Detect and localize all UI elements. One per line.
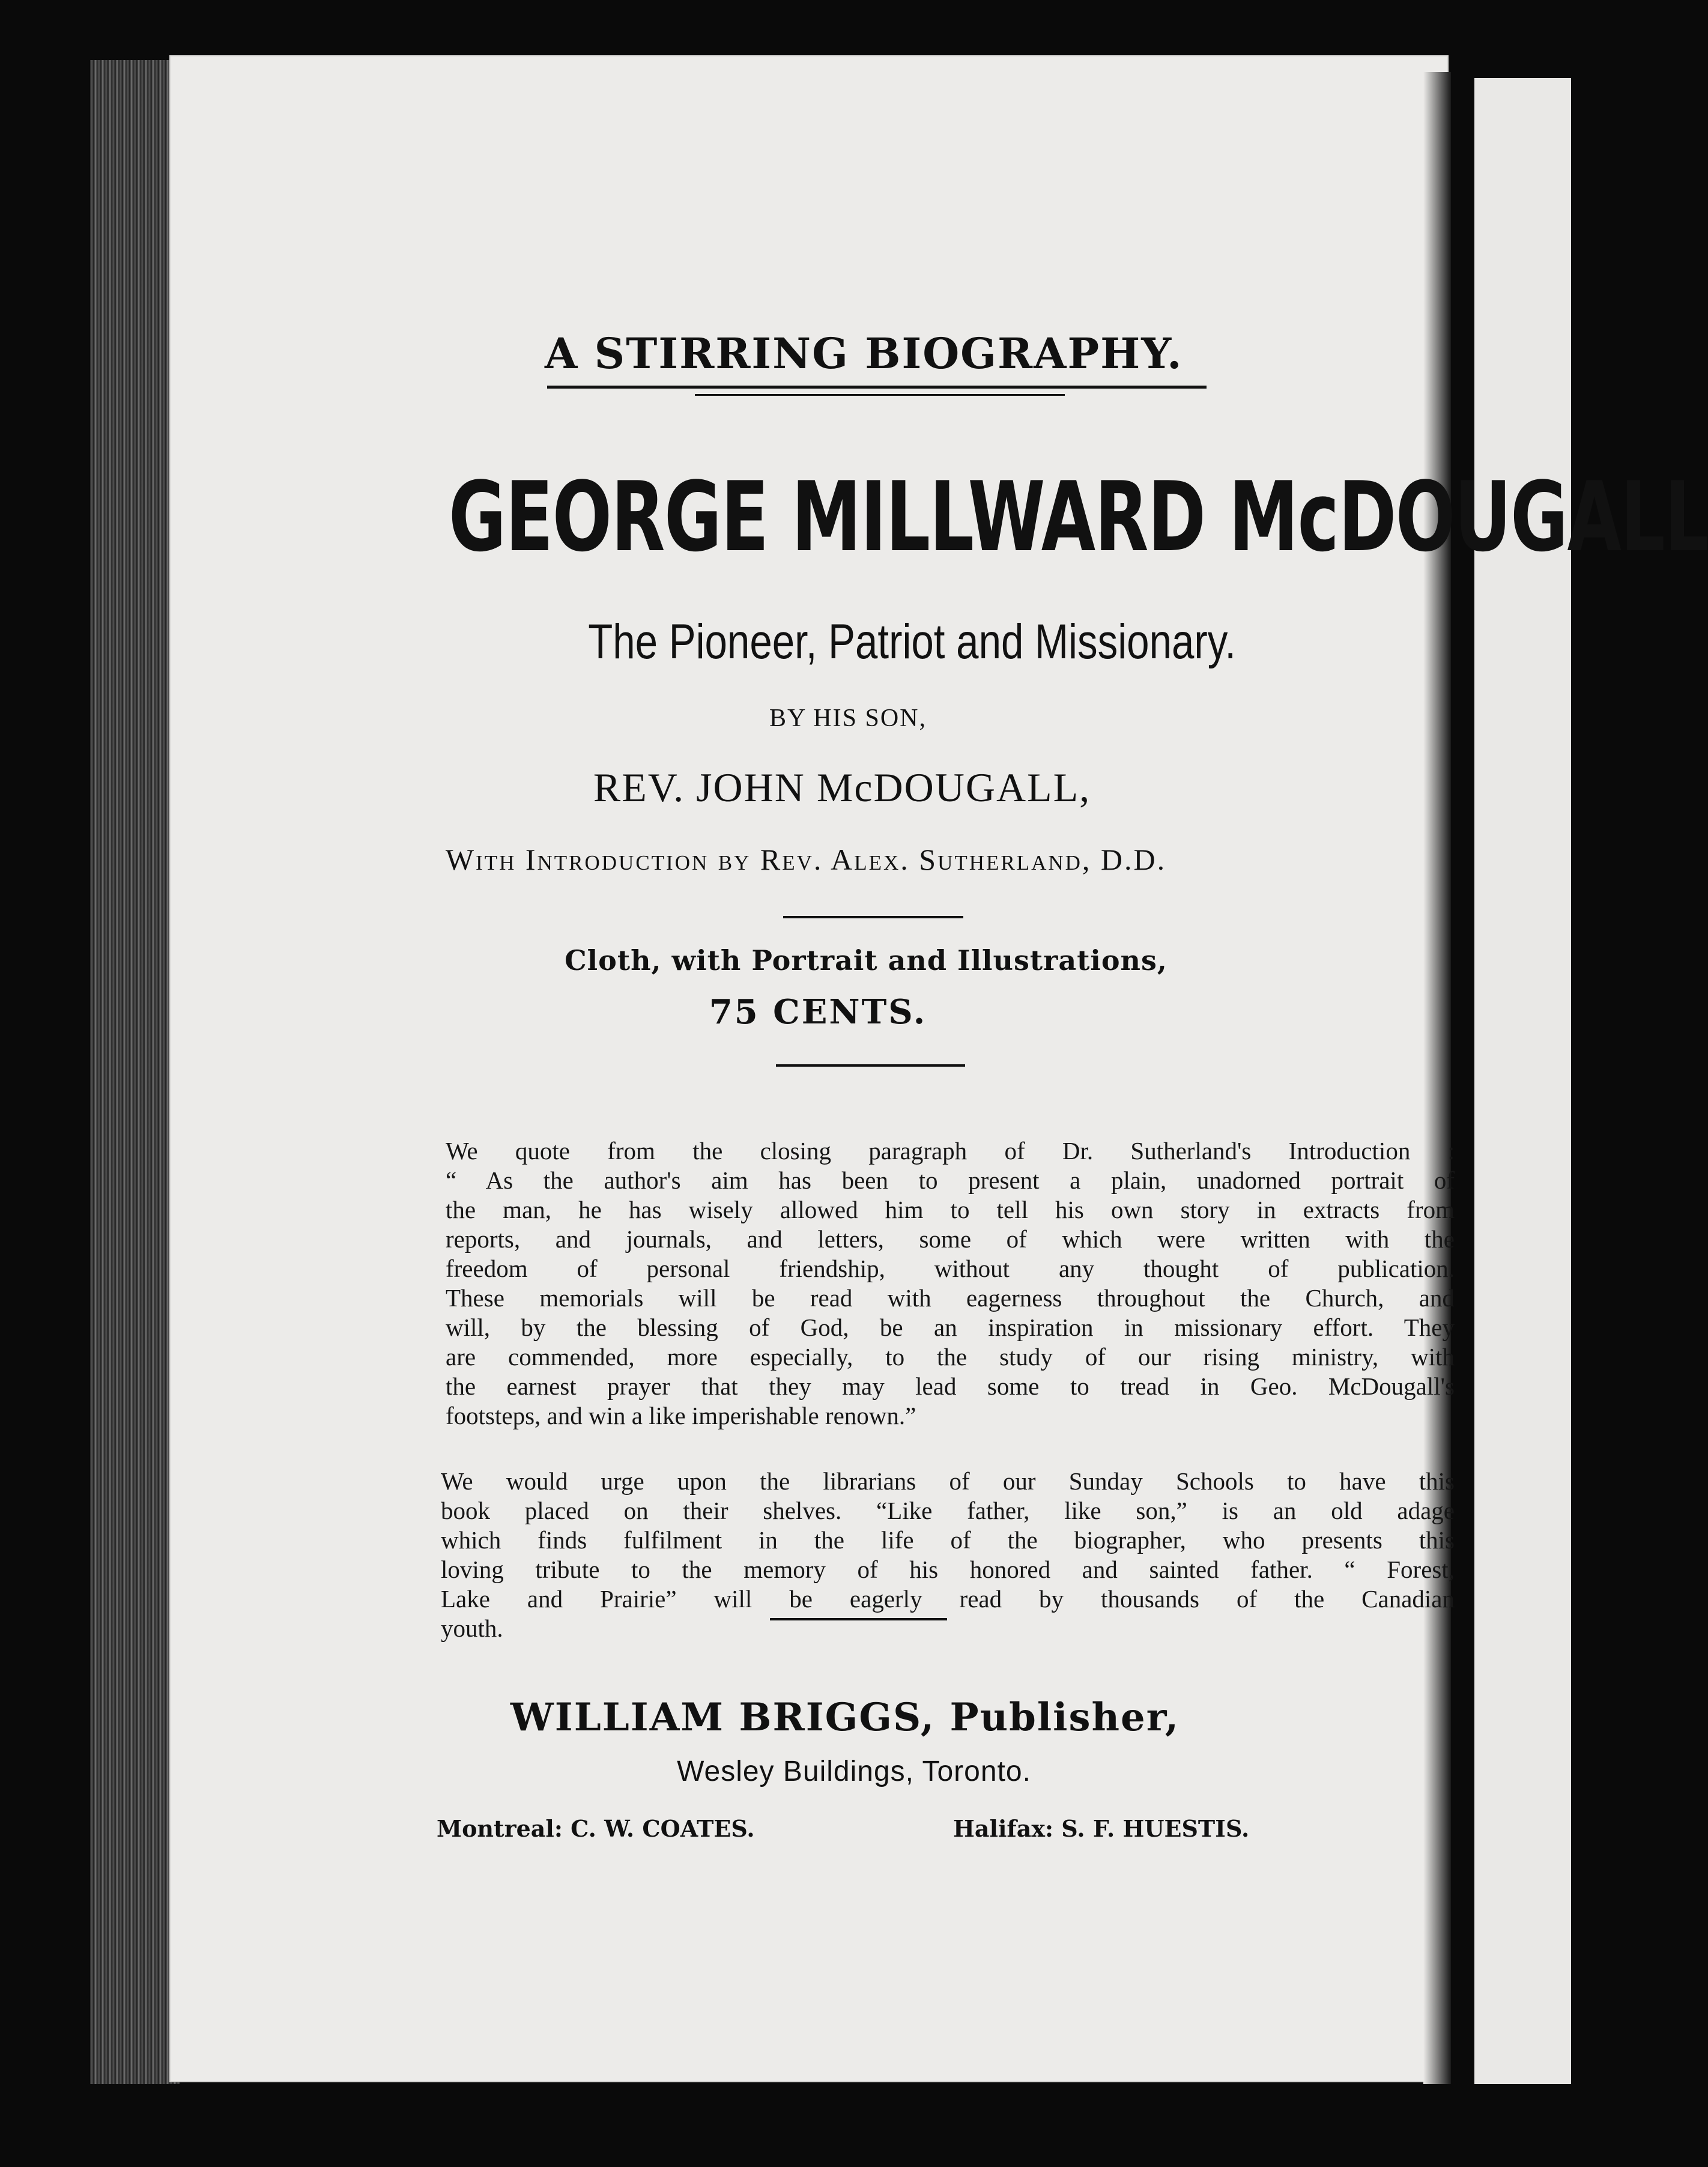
advertisement-page [169,55,1708,2082]
paragraph-line: Lake and Prairie” will be eagerly read by thousands of the Canadian [441,1585,1455,1613]
recommendation-paragraph [441,1467,1455,1643]
binding-description: Cloth, with Portrait and Illustrations, [565,944,1167,977]
paragraph-line: “ As the author's aim has been to present a plain, unadorned portrait of [446,1166,1455,1194]
paragraph-line: youth. [441,1614,503,1642]
header-rule-secondary [695,394,1065,396]
byline: BY HIS SON, [769,705,927,732]
section-divider [770,1618,947,1620]
quote-paragraph [446,1136,1455,1431]
publisher-address: Wesley Buildings, Toronto. [677,1756,1031,1787]
introduction-credit: With Introduction by Rev. Alex. Sutherland, D.D. [445,843,1167,876]
paragraph-line: These memorials will be read with eagerness throughout the Church, and [446,1284,1455,1312]
publisher-name: WILLIAM BRIGGS, Publisher, [510,1695,1180,1740]
paragraph-line: the man, he has wisely allowed him to tell his own story in extracts from [446,1196,1455,1223]
branch-montreal: Montreal: C. W. COATES. [437,1815,755,1842]
header-rule [547,386,1207,389]
paragraph-line: will, by the blessing of God, be an inspiration in missionary effort. They [446,1314,1455,1341]
paragraph-line: the earnest prayer that they may lead some to tread in Geo. McDougall's [446,1372,1455,1400]
book-page-edges [90,60,180,2084]
header-heading: A STIRRING BIOGRAPHY. [545,329,1183,378]
facing-page-edge [1474,78,1571,2084]
paragraph-line: We would urge upon the librarians of our Sunday Schools to have this [441,1467,1455,1495]
paragraph-line: We quote from the closing paragraph of Dr. Sutherland's Introduction : [446,1137,1455,1165]
paragraph-line: freedom of personal friendship, without any thought of publication. [446,1255,1455,1282]
price: 75 CENTS. [709,992,927,1032]
paragraph-line: which finds fulfilment in the life of the biographer, who presents this [441,1526,1455,1554]
paragraph-line: reports, and journals, and letters, some of which were written with the [446,1225,1455,1253]
section-divider [776,1064,965,1067]
paragraph-line: loving tribute to the memory of his honored and sainted father. “ Forest, [441,1556,1455,1583]
paragraph-line: book placed on their shelves. “Like father, like son,” is an old adage [441,1497,1455,1524]
paragraph-line: are commended, more especially, to the study of our rising ministry, with [446,1343,1455,1371]
author-name: REV. JOHN McDOUGALL, [593,765,1091,810]
book-subtitle: The Pioneer, Patriot and Missionary. [588,614,1237,669]
paragraph-line: footsteps, and win a like imperishable renown.” [446,1402,916,1429]
section-divider [783,916,963,918]
book-title: GEORGE MILLWARD McDOUGALL [449,461,1708,573]
branch-halifax: Halifax: S. F. HUESTIS. [953,1815,1250,1842]
